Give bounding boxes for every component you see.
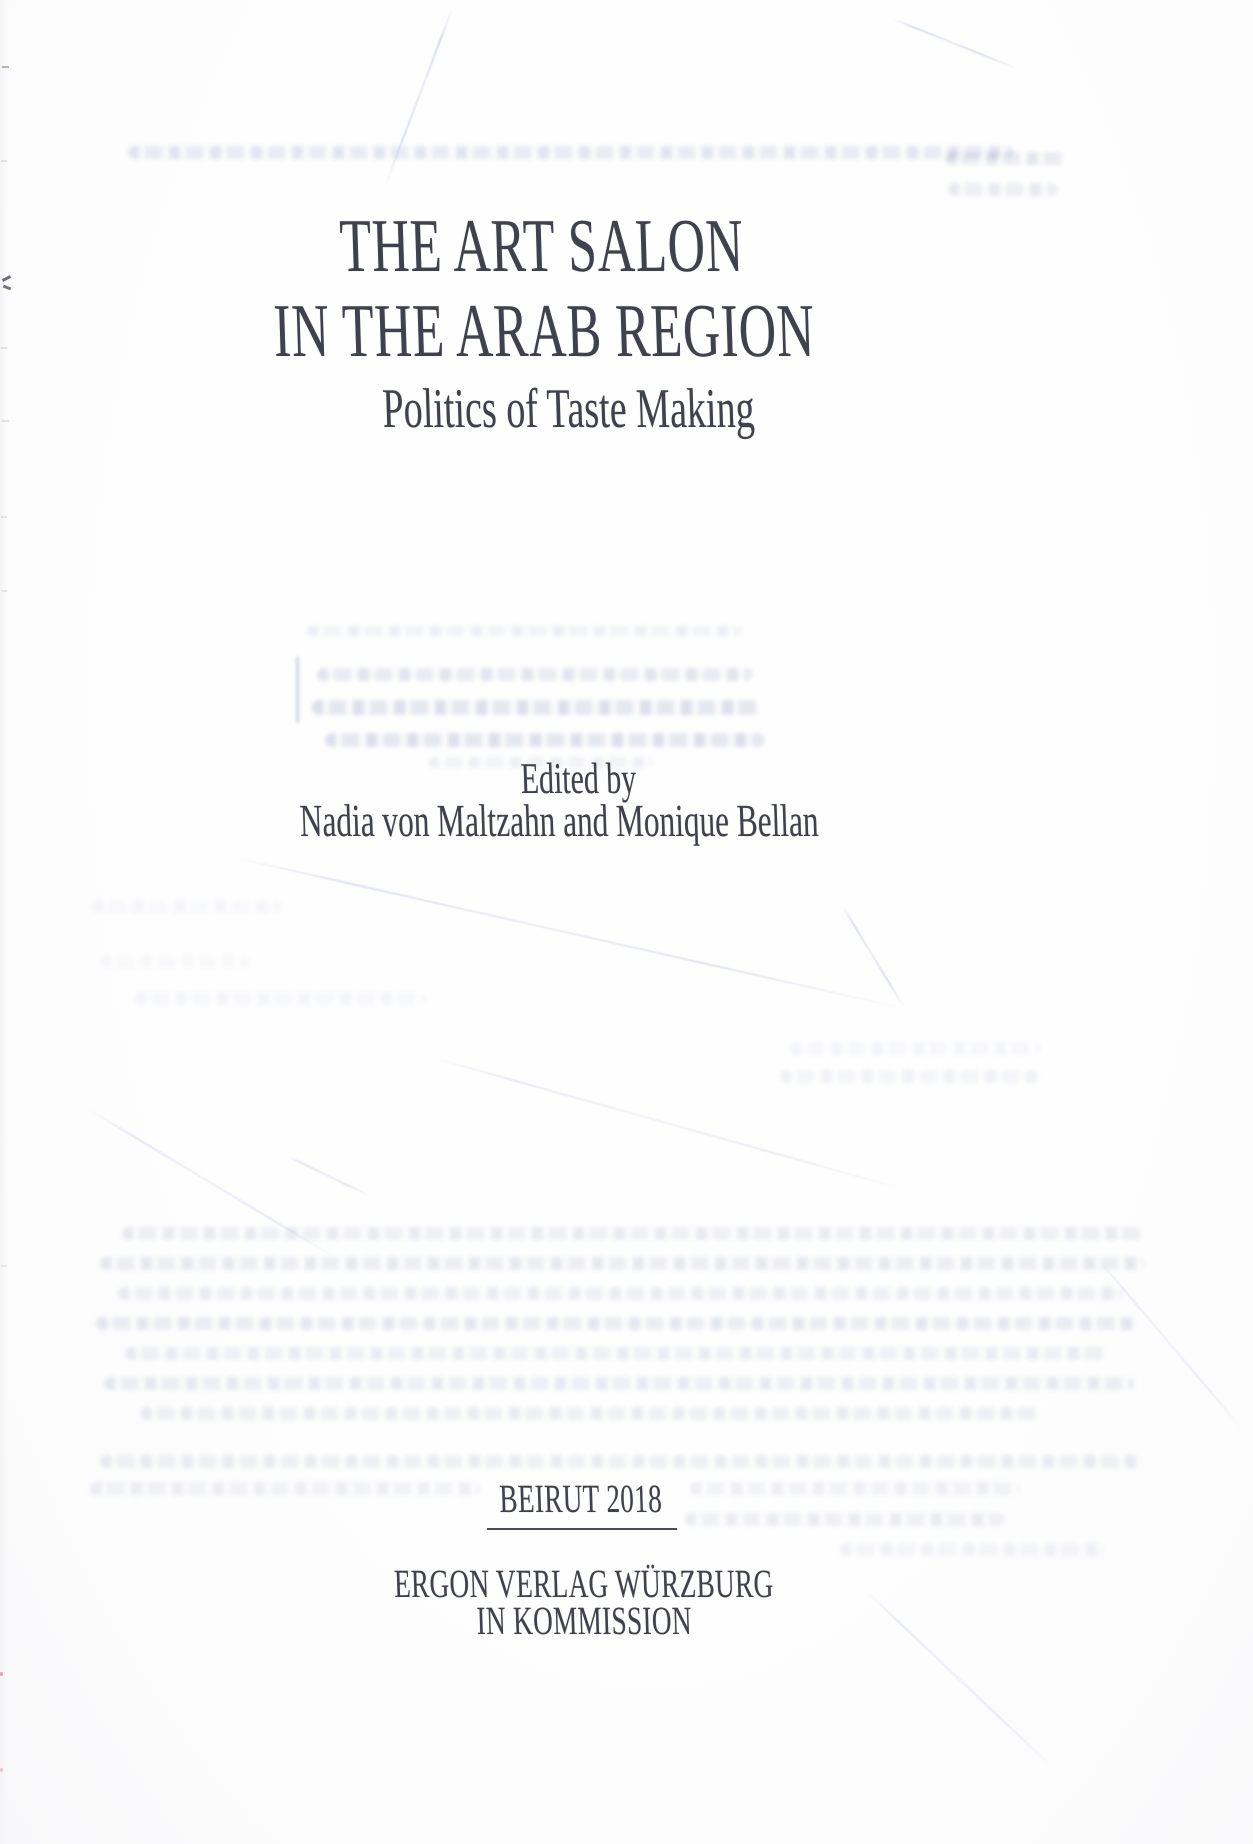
book-subtitle — [0, 377, 1196, 441]
book-title-line1 — [0, 203, 1169, 290]
book-title-line2-text: IN THE ARAB REGION — [272, 289, 816, 373]
editors-names — [0, 794, 1187, 847]
place-and-year — [0, 1475, 1208, 1522]
publisher-line1-text: ERGON VERLAG WÜRZBURG — [392, 1561, 774, 1606]
publisher-line2 — [0, 1597, 1212, 1644]
imprint-divider-rule — [487, 1528, 677, 1530]
publisher-line2-text: IN KOMMISSION — [476, 1598, 693, 1643]
book-title-line1-text: THE ART SALON — [337, 204, 745, 288]
book-subtitle-text: Politics of Taste Making — [381, 378, 756, 440]
edited-by-label-text: Edited by — [519, 754, 637, 803]
editors-names-text: Nadia von Maltzahn and Monique Bellan — [299, 795, 820, 846]
book-title-line2 — [0, 288, 1172, 375]
place-and-year-text: BEIRUT 2018 — [498, 1476, 663, 1521]
